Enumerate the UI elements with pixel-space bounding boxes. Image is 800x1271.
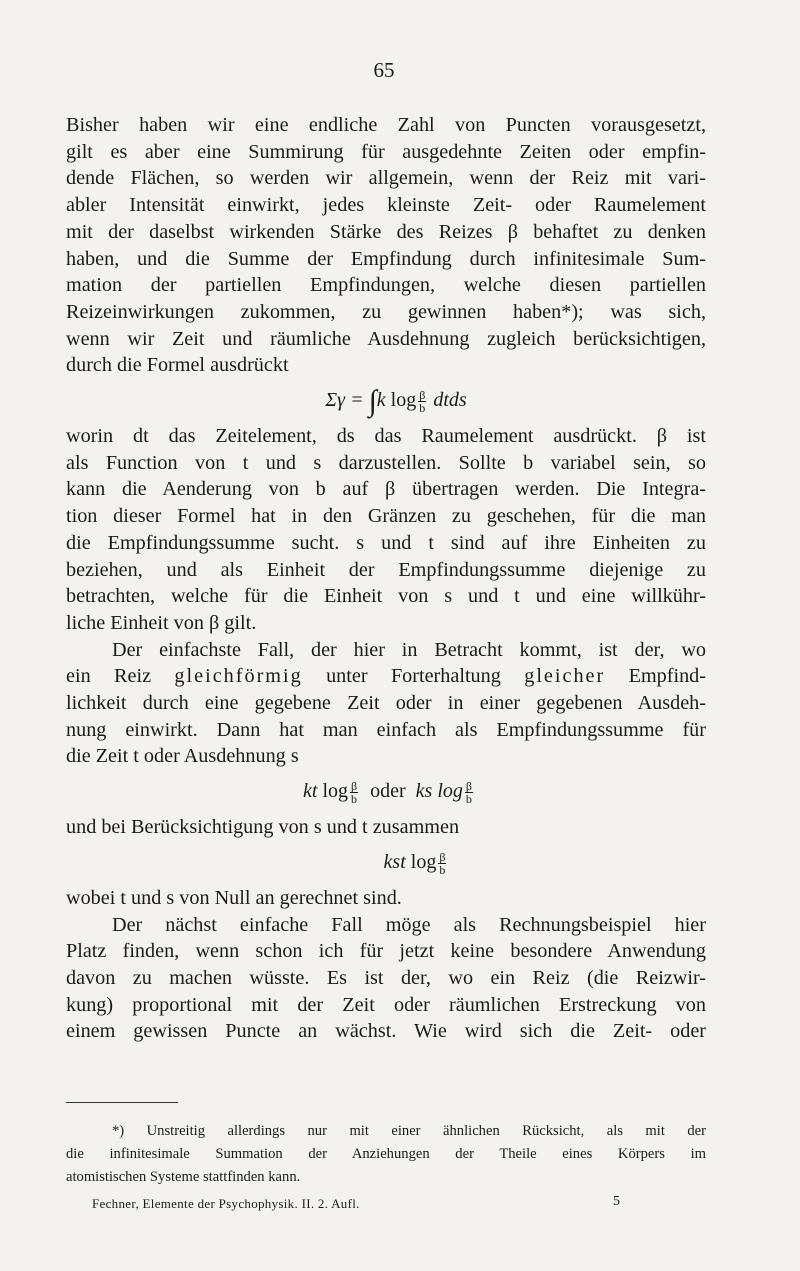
- paragraph-2: [66, 423, 706, 637]
- text-line: gilt es aber eine Summirung für ausgedehnte Zeiten oder empfin-: [66, 140, 706, 163]
- formula-lhs: Σγ =: [325, 389, 364, 412]
- text-line: beziehen, und als Einheit der Empfindungssumme diejenige zu: [66, 558, 706, 581]
- formula-log: log: [410, 850, 437, 873]
- paragraph-1: [66, 112, 706, 379]
- text-line: tion dieser Formel hat in den Gränzen zu geschehen, für die man: [66, 505, 706, 528]
- footnote: [66, 1120, 706, 1189]
- fraction: [438, 851, 446, 876]
- text-line: kann die Aenderung von b auf β übertragen werden. Die Integra-: [66, 478, 706, 501]
- formula-sum-simple: [66, 774, 706, 808]
- formula-kst: kst: [383, 850, 406, 873]
- footnote-line: *) Unstreitig allerdings nur mit einer ähnlichen Rücksicht, als mit der: [112, 1123, 706, 1139]
- fraction-denominator: b: [419, 400, 426, 415]
- text-line: Reizeinwirkungen zukommen, zu gewinnen haben*); was sich,: [66, 300, 706, 323]
- integral-sign: ∫: [368, 384, 377, 418]
- text-line: Bisher haben wir eine endliche Zahl von Puncten vorausgesetzt,: [66, 114, 706, 136]
- fraction-denominator: b: [439, 862, 446, 877]
- fraction: [350, 780, 358, 805]
- formula-sum-combined: [66, 845, 706, 879]
- text-line: lichkeit durch eine gegebene Zeit oder in einer gegebenen Ausdeh-: [66, 692, 706, 715]
- fraction: [465, 780, 473, 805]
- formula-differentials: dtds: [433, 389, 467, 412]
- text-line: wobei t und s von Null an gerechnet sind.: [66, 886, 402, 909]
- text-line: abler Intensität einwirkt, jedes kleinste Zeit- oder Raumelement: [66, 194, 706, 217]
- text-line: Der einfachste Fall, der hier in Betracht kommt, ist der, wo: [112, 638, 706, 661]
- text-line: betrachten, welche für die Einheit von s und t und eine willkühr-: [66, 585, 706, 608]
- formula-integral: [66, 383, 706, 417]
- text-line: mit der daselbst wirkenden Stärke des Reizes β behaftet zu denken: [66, 220, 706, 243]
- text-line: haben, und die Summe der Empfindung durch infinitesimale Sum-: [66, 247, 706, 270]
- footnote-line: atomistischen Systeme stattfinden kann.: [66, 1169, 301, 1185]
- text-line: die Empfindungssumme sucht. s und t sind auf ihre Einheiten zu: [66, 531, 706, 554]
- text-line: [66, 663, 706, 690]
- fraction-denominator: b: [351, 792, 358, 807]
- text-line: liche Einheit von β gilt.: [66, 611, 257, 634]
- text-line: worin dt das Zeitelement, ds das Raumelement ausdrückt. β ist: [66, 425, 706, 448]
- page-number: 65: [373, 58, 395, 82]
- body-text: [66, 112, 706, 1045]
- formula-ks: ks log: [415, 780, 463, 803]
- fraction-numerator: β: [465, 779, 472, 794]
- fraction-numerator: β: [351, 779, 358, 794]
- signature-line: Fechner, Elemente der Psychophysik. II. 2. Aufl.: [92, 1196, 360, 1211]
- footnote-rule: [66, 1102, 178, 1103]
- text-line: als Function von t und s darzustellen. Sollte b variabel sein, so: [66, 451, 706, 474]
- text-line: und bei Berücksichtigung von s und t zusammen: [66, 816, 460, 839]
- paragraph-5: [66, 885, 706, 912]
- text-fragment: Empfind-: [605, 665, 706, 688]
- formula-log: log: [390, 389, 417, 412]
- text-line: nung einwirkt. Dann hat man einfach als Empfindungssumme für: [66, 718, 706, 741]
- text-line: mation der partiellen Empfindungen, welche diesen partiellen: [66, 274, 706, 297]
- text-line: davon zu machen wüsste. Es ist der, wo ein Reiz (die Reizwir-: [66, 966, 706, 989]
- paragraph-3: [66, 637, 706, 771]
- text-line: einem gewissen Puncte an wächst. Wie wird sich die Zeit- oder: [66, 1020, 706, 1043]
- fraction-numerator: β: [439, 849, 446, 864]
- text-line: Der nächst einfache Fall möge als Rechnungsbeispiel hier: [112, 913, 706, 936]
- text-line: durch die Formel ausdrückt: [66, 354, 289, 377]
- formula-log: log: [322, 780, 348, 803]
- formula-oder: oder: [370, 780, 406, 803]
- fraction-denominator: b: [465, 792, 472, 807]
- paragraph-6: [66, 912, 706, 1046]
- text-line: kung) proportional mit der Zeit oder räumlichen Erstreckung von: [66, 993, 706, 1016]
- text-line: wenn wir Zeit und räumliche Ausdehnung zugleich berücksichtigen,: [66, 327, 706, 350]
- formula-k: k: [376, 389, 386, 412]
- text-line: die Zeit t oder Ausdehnung s: [66, 745, 299, 768]
- formula-kt: kt: [303, 780, 318, 803]
- text-line: dende Flächen, so werden wir allgemein, wenn der Reiz mit vari-: [66, 167, 706, 190]
- fraction: [418, 389, 426, 414]
- text-line: Platz finden, wenn schon ich für jetzt keine besondere Anwendung: [66, 940, 706, 963]
- paragraph-4: [66, 814, 706, 841]
- text-fragment: ein Reiz: [66, 665, 175, 688]
- text-fragment: unter Forterhaltung: [302, 665, 525, 688]
- signature-mark: 5: [613, 1194, 620, 1209]
- fraction-numerator: β: [419, 387, 426, 402]
- emphasis-spaced: gleichförmig: [174, 665, 303, 688]
- footnote-line: die infinitesimale Summation der Anziehungen der Theile eines Körpers im: [66, 1146, 706, 1162]
- emphasis-spaced: gleicher: [524, 665, 606, 688]
